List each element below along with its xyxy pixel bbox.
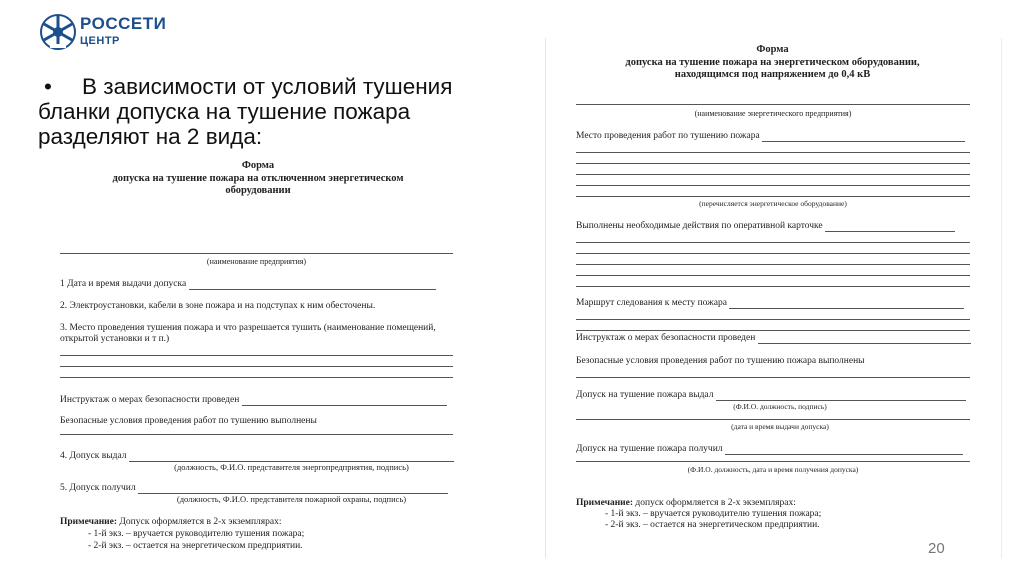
right-form-title-2: допуска на тушение пожара на энергетическом оборудовании,: [625, 56, 920, 68]
right-route-line-1[interactable]: [576, 319, 970, 320]
left-item-5-caption: (должность, Ф.И.О. представителя пожарной охраны, подпись): [176, 494, 407, 504]
left-note: [60, 517, 282, 528]
left-item-1-label: 1 Дата и время выдачи допуска: [60, 279, 187, 289]
left-item-3-line-3[interactable]: [60, 377, 453, 378]
right-received-field[interactable]: [725, 454, 963, 455]
heading-line-3: разделяют на 2 вида:: [38, 124, 263, 149]
left-item-3-line-1[interactable]: [60, 355, 453, 356]
right-place-line-2[interactable]: [576, 163, 970, 164]
right-route-field[interactable]: [729, 308, 964, 309]
right-form-title-1: Форма: [756, 44, 789, 55]
right-issued-caption-1: (Ф.И.О. должность, подпись): [733, 402, 827, 411]
right-note-2: - 2-й экз. – остается на энергетическом предприятии.: [605, 520, 820, 530]
right-place: [576, 131, 965, 142]
heading-line-1: В зависимости от условий тушения: [82, 74, 453, 99]
right-note-1: - 1-й экз. – вручается руководителю тушения пожара;: [605, 509, 822, 519]
right-actions: [576, 221, 955, 232]
right-instr-label: Инструктаж о мерах безопасности проведен: [576, 333, 756, 343]
right-place-line-3[interactable]: [576, 174, 970, 175]
left-note-label: Примечание:: [60, 517, 118, 527]
right-issued: [576, 390, 966, 401]
left-item-4: [60, 451, 454, 462]
right-issued-line[interactable]: [576, 419, 970, 420]
right-note-text: допуск оформляется в 2-х экземплярах:: [635, 498, 796, 508]
left-item-5: [60, 483, 448, 494]
right-received-caption: (Ф.И.О. должность, дата и время получения допуска): [687, 465, 859, 474]
right-place-line-4[interactable]: [576, 185, 970, 186]
right-place-line-1[interactable]: [576, 152, 970, 153]
left-form-title-1: Форма: [241, 160, 275, 171]
left-note-2: - 2-й экз. – остается на энергетическом предприятии.: [88, 541, 303, 551]
left-note-text: Допуск оформляется в 2-х экземплярах:: [119, 517, 282, 527]
right-actions-line-4[interactable]: [576, 275, 970, 276]
left-item-1-field[interactable]: [189, 289, 436, 290]
left-instr: [60, 395, 447, 406]
left-item-3-a: 3. Место проведения тушения пожара и что разрешается тушить (наименование помещений,: [60, 323, 436, 333]
right-route-line-2[interactable]: [576, 330, 970, 331]
slide-heading: [38, 74, 488, 149]
right-instr: [576, 333, 971, 344]
heading-line-2: бланки допуска на тушение пожара: [38, 99, 411, 124]
right-route: [576, 298, 964, 309]
right-org-line[interactable]: [576, 104, 970, 105]
left-form-title-3: оборудовании: [225, 185, 291, 196]
left-org-line: [60, 253, 453, 254]
right-form-title: [575, 44, 970, 82]
right-org-caption: (наименование энергетического предприятия): [694, 109, 852, 118]
left-safe: Безопасные условия проведения работ по тушению выполнены: [60, 416, 317, 426]
left-item-5-label: 5. Допуск получил: [60, 483, 136, 493]
right-actions-line-2[interactable]: [576, 253, 970, 254]
right-note-label: Примечание:: [576, 498, 634, 508]
right-place-line-5[interactable]: [576, 196, 970, 197]
right-route-label: Маршрут следования к месту пожара: [576, 298, 727, 308]
right-actions-label: Выполнены необходимые действия по оперативной карточке: [576, 221, 823, 231]
logo-subtitle: ЦЕНТР: [80, 35, 120, 47]
right-form-title-3: находящимся под напряжением до 0,4 кВ: [674, 69, 871, 80]
left-instr-label: Инструктаж о мерах безопасности проведен: [60, 395, 240, 405]
right-received: [576, 444, 963, 455]
right-actions-line-1[interactable]: [576, 242, 970, 243]
left-form-title-2: допуска на тушение пожара на отключенном энергетическом: [112, 172, 404, 184]
page-number: 20: [928, 540, 945, 557]
logo-title: РОССЕТИ: [80, 14, 167, 33]
left-item-3-b: открытой установки и т п.): [60, 334, 170, 344]
left-form: [58, 160, 458, 198]
bullet: •: [44, 74, 52, 99]
left-item-2: 2. Электроустановки, кабели в зоне пожара и на подступах к ним обесточены.: [60, 301, 376, 311]
right-issued-label: Допуск на тушение пожара выдал: [576, 390, 714, 400]
right-place-field[interactable]: [762, 141, 965, 142]
right-place-label: Место проведения работ по тушению пожара: [576, 131, 760, 141]
right-safe: Безопасные условия проведения работ по тушению пожара выполнены: [576, 356, 865, 366]
right-actions-field[interactable]: [825, 231, 955, 232]
right-note: [576, 498, 796, 509]
left-item-4-caption: (должность, Ф.И.О. представителя энергопредприятия, подпись): [174, 462, 409, 472]
left-note-1: - 1-й экз. – вручается руководителю тушения пожара;: [88, 529, 305, 539]
left-safe-line[interactable]: [60, 434, 453, 435]
right-received-label: Допуск на тушение пожара получил: [576, 444, 723, 454]
left-form-title: [58, 160, 458, 198]
right-issued-field[interactable]: [716, 400, 966, 401]
left-item-3-line-2[interactable]: [60, 366, 453, 367]
left-org-caption: (наименование предприятия): [206, 257, 307, 266]
right-instr-field[interactable]: [758, 343, 971, 344]
right-actions-line-5[interactable]: [576, 286, 970, 287]
left-item-4-label: 4. Допуск выдал: [60, 451, 127, 461]
left-item-1: [60, 279, 453, 290]
left-instr-field[interactable]: [242, 405, 447, 406]
right-safe-line[interactable]: [576, 377, 970, 378]
rosseti-logo-icon: [38, 10, 78, 54]
right-actions-line-3[interactable]: [576, 264, 970, 265]
right-issued-caption-2: (дата и время выдачи допуска): [731, 422, 829, 431]
logo: [38, 10, 78, 54]
right-received-line[interactable]: [576, 461, 970, 462]
right-equip-caption: (перечисляется энергетическое оборудование): [699, 199, 847, 208]
